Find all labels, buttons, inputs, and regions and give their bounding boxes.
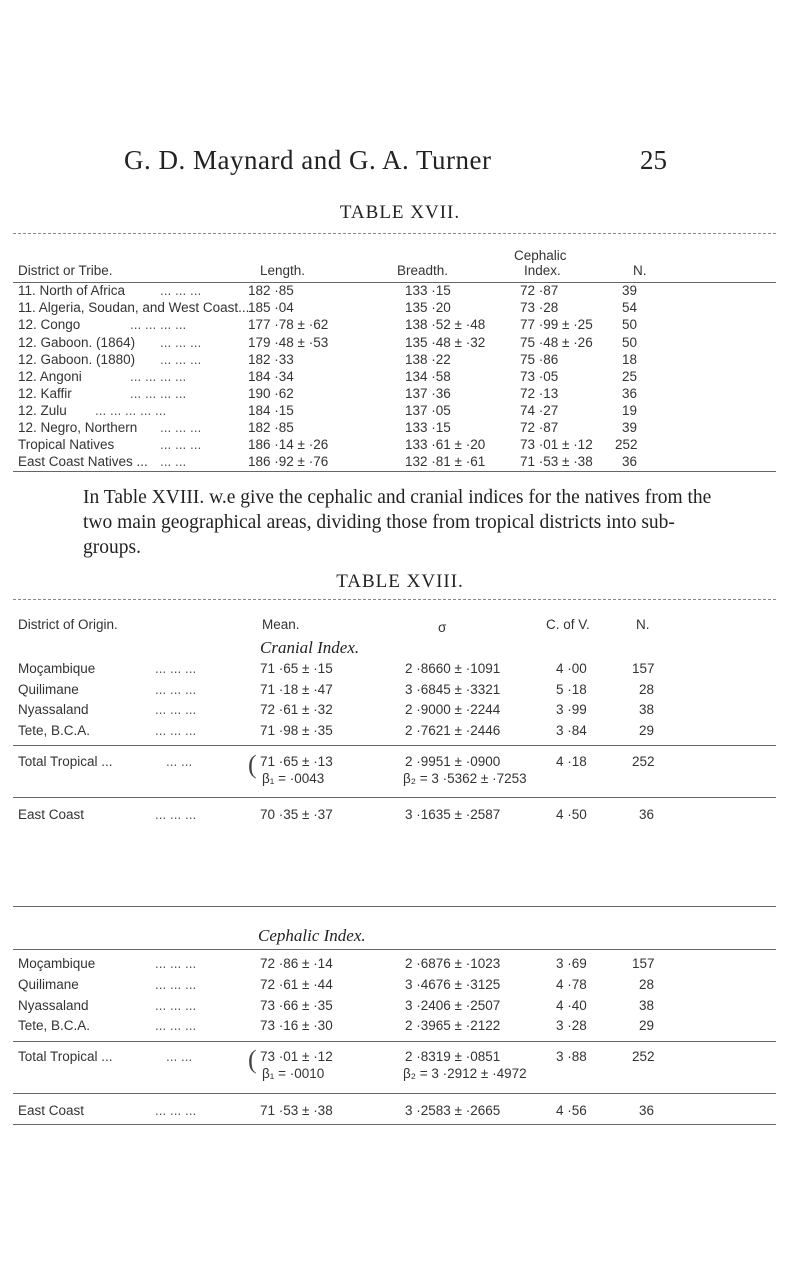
cranial-mean: 71 ·98 ± ·35: [260, 723, 333, 738]
table17-n: 36: [622, 386, 638, 401]
cephalic-east-n: 36: [639, 1103, 655, 1118]
table17-n: 39: [622, 283, 638, 298]
table17-length: 182 ·85: [248, 420, 294, 435]
cephalic-sigma: 3 ·4676 ± ·3125: [405, 977, 501, 992]
table17-leader-dots: ... ... ... ... ...: [95, 403, 167, 418]
table17-header-index: Index.: [524, 263, 561, 278]
cephalic-total-n: 252: [632, 1049, 655, 1064]
table17-header-length: Length.: [260, 263, 306, 278]
cranial-district: Nyassaland: [18, 702, 89, 717]
table17-breadth: 135 ·20: [405, 300, 451, 315]
cephalic-leader-dots: ... ... ...: [155, 1018, 197, 1033]
cranial-east-sigma: 3 ·1635 ± ·2587: [405, 807, 501, 822]
cephalic-east-rule: [13, 1093, 776, 1094]
cranial-east-n: 36: [639, 807, 655, 822]
table17-bottom-rule: [13, 471, 776, 472]
cephalic-total-label: Total Tropical ...: [18, 1049, 113, 1064]
table18-header-cv: C. of V.: [546, 617, 590, 632]
table17-n: 18: [622, 352, 638, 367]
table17-breadth: 132 ·81 ± ·61: [405, 454, 486, 469]
cephalic-total-rule: [13, 1041, 776, 1042]
table17-district: 12. Gaboon. (1880): [18, 352, 136, 367]
cranial-sigma: 2 ·8660 ± ·1091: [405, 661, 501, 676]
cephalic-district: Moçambique: [18, 956, 96, 971]
table18-header-district: District of Origin.: [18, 617, 118, 632]
cephalic-total-mean: 73 ·01 ± ·12: [260, 1049, 333, 1064]
cranial-brace: (: [248, 750, 257, 779]
table17-breadth: 138 ·52 ± ·48: [405, 317, 486, 332]
table17-length: 182 ·85: [248, 283, 294, 298]
cephalic-leader-dots: ... ... ...: [155, 956, 197, 971]
table17-district: East Coast Natives ...: [18, 454, 148, 469]
cephalic-brace: (: [248, 1045, 257, 1074]
cranial-district: Moçambique: [18, 661, 96, 676]
cranial-district: Tete, B.C.A.: [18, 723, 91, 738]
table17-length: 179 ·48 ± ·53: [248, 335, 329, 350]
table17-n: 39: [622, 420, 638, 435]
cranial-sigma: 2 ·7621 ± ·2446: [405, 723, 501, 738]
cranial-index-heading: Cranial Index.: [260, 638, 360, 657]
cephalic-sigma: 2 ·6876 ± ·1023: [405, 956, 501, 971]
table17-cephalic: 72 ·87: [520, 283, 559, 298]
cranial-east-cv: 4 ·50: [556, 807, 587, 822]
cranial-east-rule: [13, 797, 776, 798]
cephalic-district: Quilimane: [18, 977, 79, 992]
table17-district: 12. Kaffir: [18, 386, 72, 401]
table17-breadth: 137 ·05: [405, 403, 451, 418]
cephalic-n: 29: [639, 1018, 655, 1033]
cranial-cv: 3 ·84: [556, 723, 587, 738]
cephalic-index-heading: Cephalic Index.: [258, 926, 366, 945]
cephalic-total-dots: ... ...: [166, 1049, 193, 1064]
cephalic-district: Nyassaland: [18, 998, 89, 1013]
table17-district: 12. Gaboon. (1864): [18, 335, 136, 350]
table17-length: 177 ·78 ± ·62: [248, 317, 329, 332]
table17-cephalic: 73 ·01 ± ·12: [520, 437, 593, 452]
cephalic-n: 157: [632, 956, 655, 971]
table18-title: TABLE XVIII.: [336, 571, 464, 592]
cranial-leader-dots: ... ... ...: [155, 702, 197, 717]
table17-district: 12. Congo: [18, 317, 81, 332]
table17-n: 50: [622, 317, 638, 332]
cephalic-cv: 3 ·28: [556, 1018, 587, 1033]
cranial-mean: 71 ·18 ± ·47: [260, 682, 333, 697]
table17-n: 25: [622, 369, 638, 384]
cranial-total-dots: ... ...: [166, 754, 193, 769]
cephalic-mean: 73 ·16 ± ·30: [260, 1018, 333, 1033]
table17-cephalic: 77 ·99 ± ·25: [520, 317, 593, 332]
cephalic-sigma: 2 ·3965 ± ·2122: [405, 1018, 501, 1033]
cranial-total-label: Total Tropical ...: [18, 754, 113, 769]
table17-title: TABLE XVII.: [339, 202, 461, 223]
table17-district: 12. Angoni: [18, 369, 82, 384]
cranial-beta1: β₁ = ·0043: [262, 771, 325, 786]
cranial-cv: 3 ·99: [556, 702, 587, 717]
table17-district: 12. Negro, Northern: [18, 420, 138, 435]
body-paragraph: In Table XVIII. w.e give the cephalic and cranial indices for the natives from the two main geographical areas, dividing those from tropical districts into sub-groups.: [83, 487, 712, 558]
cephalic-n: 38: [639, 998, 655, 1013]
table17-district: 12. Zulu: [18, 403, 67, 418]
table17-district: 11. North of Africa: [18, 283, 126, 298]
table17-leader-dots: ... ... ... ...: [130, 369, 187, 384]
cephalic-end-rule: [13, 1124, 776, 1125]
cranial-east-mean: 70 ·35 ± ·37: [260, 807, 333, 822]
page-number: 25: [640, 145, 667, 175]
cranial-cv: 4 ·00: [556, 661, 587, 676]
cranial-n: 28: [639, 682, 655, 697]
cranial-n: 38: [639, 702, 655, 717]
table17-cephalic: 75 ·86: [520, 352, 559, 367]
table17-district: Tropical Natives: [18, 437, 115, 452]
cranial-mean: 72 ·61 ± ·32: [260, 702, 333, 717]
table17-n: 252: [615, 437, 638, 452]
cephalic-east-sigma: 3 ·2583 ± ·2665: [405, 1103, 501, 1118]
table17-n: 19: [622, 403, 638, 418]
cranial-mean: 71 ·65 ± ·15: [260, 661, 333, 676]
table17-leader-dots: ... ... ...: [160, 283, 202, 298]
cephalic-east-dots: ... ... ...: [155, 1103, 197, 1118]
table17-cephalic: 72 ·87: [520, 420, 559, 435]
table17-cephalic: 71 ·53 ± ·38: [520, 454, 593, 469]
cephalic-east-mean: 71 ·53 ± ·38: [260, 1103, 333, 1118]
cephalic-district: Tete, B.C.A.: [18, 1018, 91, 1033]
cephalic-total-sigma: 2 ·8319 ± ·0851: [405, 1049, 501, 1064]
cephalic-leader-dots: ... ... ...: [155, 998, 197, 1013]
table18-top-rule: [13, 599, 776, 600]
table17-length: 184 ·34: [248, 369, 294, 384]
table17-leader-dots: ... ... ...: [160, 352, 202, 367]
cephalic-heading-rule: [13, 949, 776, 950]
cephalic-mean: 73 ·66 ± ·35: [260, 998, 333, 1013]
cephalic-leader-dots: ... ... ...: [155, 977, 197, 992]
cephalic-beta1: β₁ = ·0010: [262, 1066, 325, 1081]
table17-length: 190 ·62: [248, 386, 294, 401]
cranial-sigma: 3 ·6845 ± ·3321: [405, 682, 501, 697]
cephalic-cv: 3 ·69: [556, 956, 587, 971]
cranial-leader-dots: ... ... ...: [155, 682, 197, 697]
cranial-beta2: β₂ = 3 ·5362 ± ·7253: [403, 771, 527, 786]
cranial-n: 157: [632, 661, 655, 676]
cranial-district: Quilimane: [18, 682, 79, 697]
table17-header-breadth: Breadth.: [397, 263, 449, 278]
running-header-authors: G. D. Maynard and G. A. Turner: [124, 145, 492, 175]
running-header: [0, 145, 800, 185]
table17-length: 186 ·92 ± ·76: [248, 454, 329, 469]
table17-header-district: District or Tribe.: [18, 263, 113, 278]
table17-n: 54: [622, 300, 638, 315]
table17-leader-dots: ... ... ...: [160, 335, 202, 350]
table17-cephalic: 73 ·05: [520, 369, 559, 384]
table17-length: 185 ·04: [248, 300, 294, 315]
table17-breadth: 138 ·22: [405, 352, 451, 367]
table18-header-sigma: σ: [438, 620, 447, 635]
table17-breadth: 133 ·15: [405, 420, 451, 435]
table17-length: 184 ·15: [248, 403, 294, 418]
cephalic-mean: 72 ·86 ± ·14: [260, 956, 333, 971]
cephalic-beta2: β₂ = 3 ·2912 ± ·4972: [403, 1066, 527, 1081]
cranial-cv: 5 ·18: [556, 682, 587, 697]
table17-cephalic: 72 ·13: [520, 386, 559, 401]
table17-n: 36: [622, 454, 638, 469]
cranial-leader-dots: ... ... ...: [155, 723, 197, 738]
table17-breadth: 133 ·61 ± ·20: [405, 437, 486, 452]
cephalic-mean: 72 ·61 ± ·44: [260, 977, 333, 992]
table18-header-mean: Mean.: [262, 617, 300, 632]
table17-district: 11. Algeria, Soudan, and West Coast...: [18, 300, 250, 315]
table17-n: 50: [622, 335, 638, 350]
table17-cephalic: 73 ·28: [520, 300, 559, 315]
cephalic-sigma: 3 ·2406 ± ·2507: [405, 998, 501, 1013]
table17-breadth: 135 ·48 ± ·32: [405, 335, 486, 350]
cephalic-east-cv: 4 ·56: [556, 1103, 587, 1118]
table17-leader-dots: ... ... ... ...: [130, 317, 187, 332]
cephalic-east-label: East Coast: [18, 1103, 85, 1118]
cranial-east-label: East Coast: [18, 807, 85, 822]
cranial-leader-dots: ... ... ...: [155, 661, 197, 676]
table17-top-rule: [13, 233, 776, 234]
cranial-total-sigma: 2 ·9951 ± ·0900: [405, 754, 501, 769]
table17-breadth: 134 ·58: [405, 369, 451, 384]
cephalic-n: 28: [639, 977, 655, 992]
cranial-east-dots: ... ... ...: [155, 807, 197, 822]
table17-header-cephalic: Cephalic: [514, 248, 567, 263]
cranial-total-n: 252: [632, 754, 655, 769]
table17-cephalic: 74 ·27: [520, 403, 559, 418]
cranial-end-rule: [13, 906, 776, 907]
table17-leader-dots: ... ... ...: [160, 420, 202, 435]
table18-header-n: N.: [636, 617, 650, 632]
cranial-total-cv: 4 ·18: [556, 754, 587, 769]
cranial-n: 29: [639, 723, 655, 738]
table17-leader-dots: ... ...: [160, 454, 187, 469]
cephalic-total-cv: 3 ·88: [556, 1049, 587, 1064]
cephalic-cv: 4 ·78: [556, 977, 587, 992]
cranial-sigma: 2 ·9000 ± ·2244: [405, 702, 501, 717]
cranial-total-mean: 71 ·65 ± ·13: [260, 754, 333, 769]
table17-length: 182 ·33: [248, 352, 294, 367]
table17-breadth: 137 ·36: [405, 386, 451, 401]
table17-leader-dots: ... ... ... ...: [130, 386, 187, 401]
cephalic-cv: 4 ·40: [556, 998, 587, 1013]
table17-cephalic: 75 ·48 ± ·26: [520, 335, 593, 350]
table17-leader-dots: ... ... ...: [160, 437, 202, 452]
table17-length: 186 ·14 ± ·26: [248, 437, 329, 452]
cranial-total-rule: [13, 745, 776, 746]
table17-header-rule: [13, 282, 776, 283]
table17-header-n: N.: [633, 263, 647, 278]
table17-breadth: 133 ·15: [405, 283, 451, 298]
